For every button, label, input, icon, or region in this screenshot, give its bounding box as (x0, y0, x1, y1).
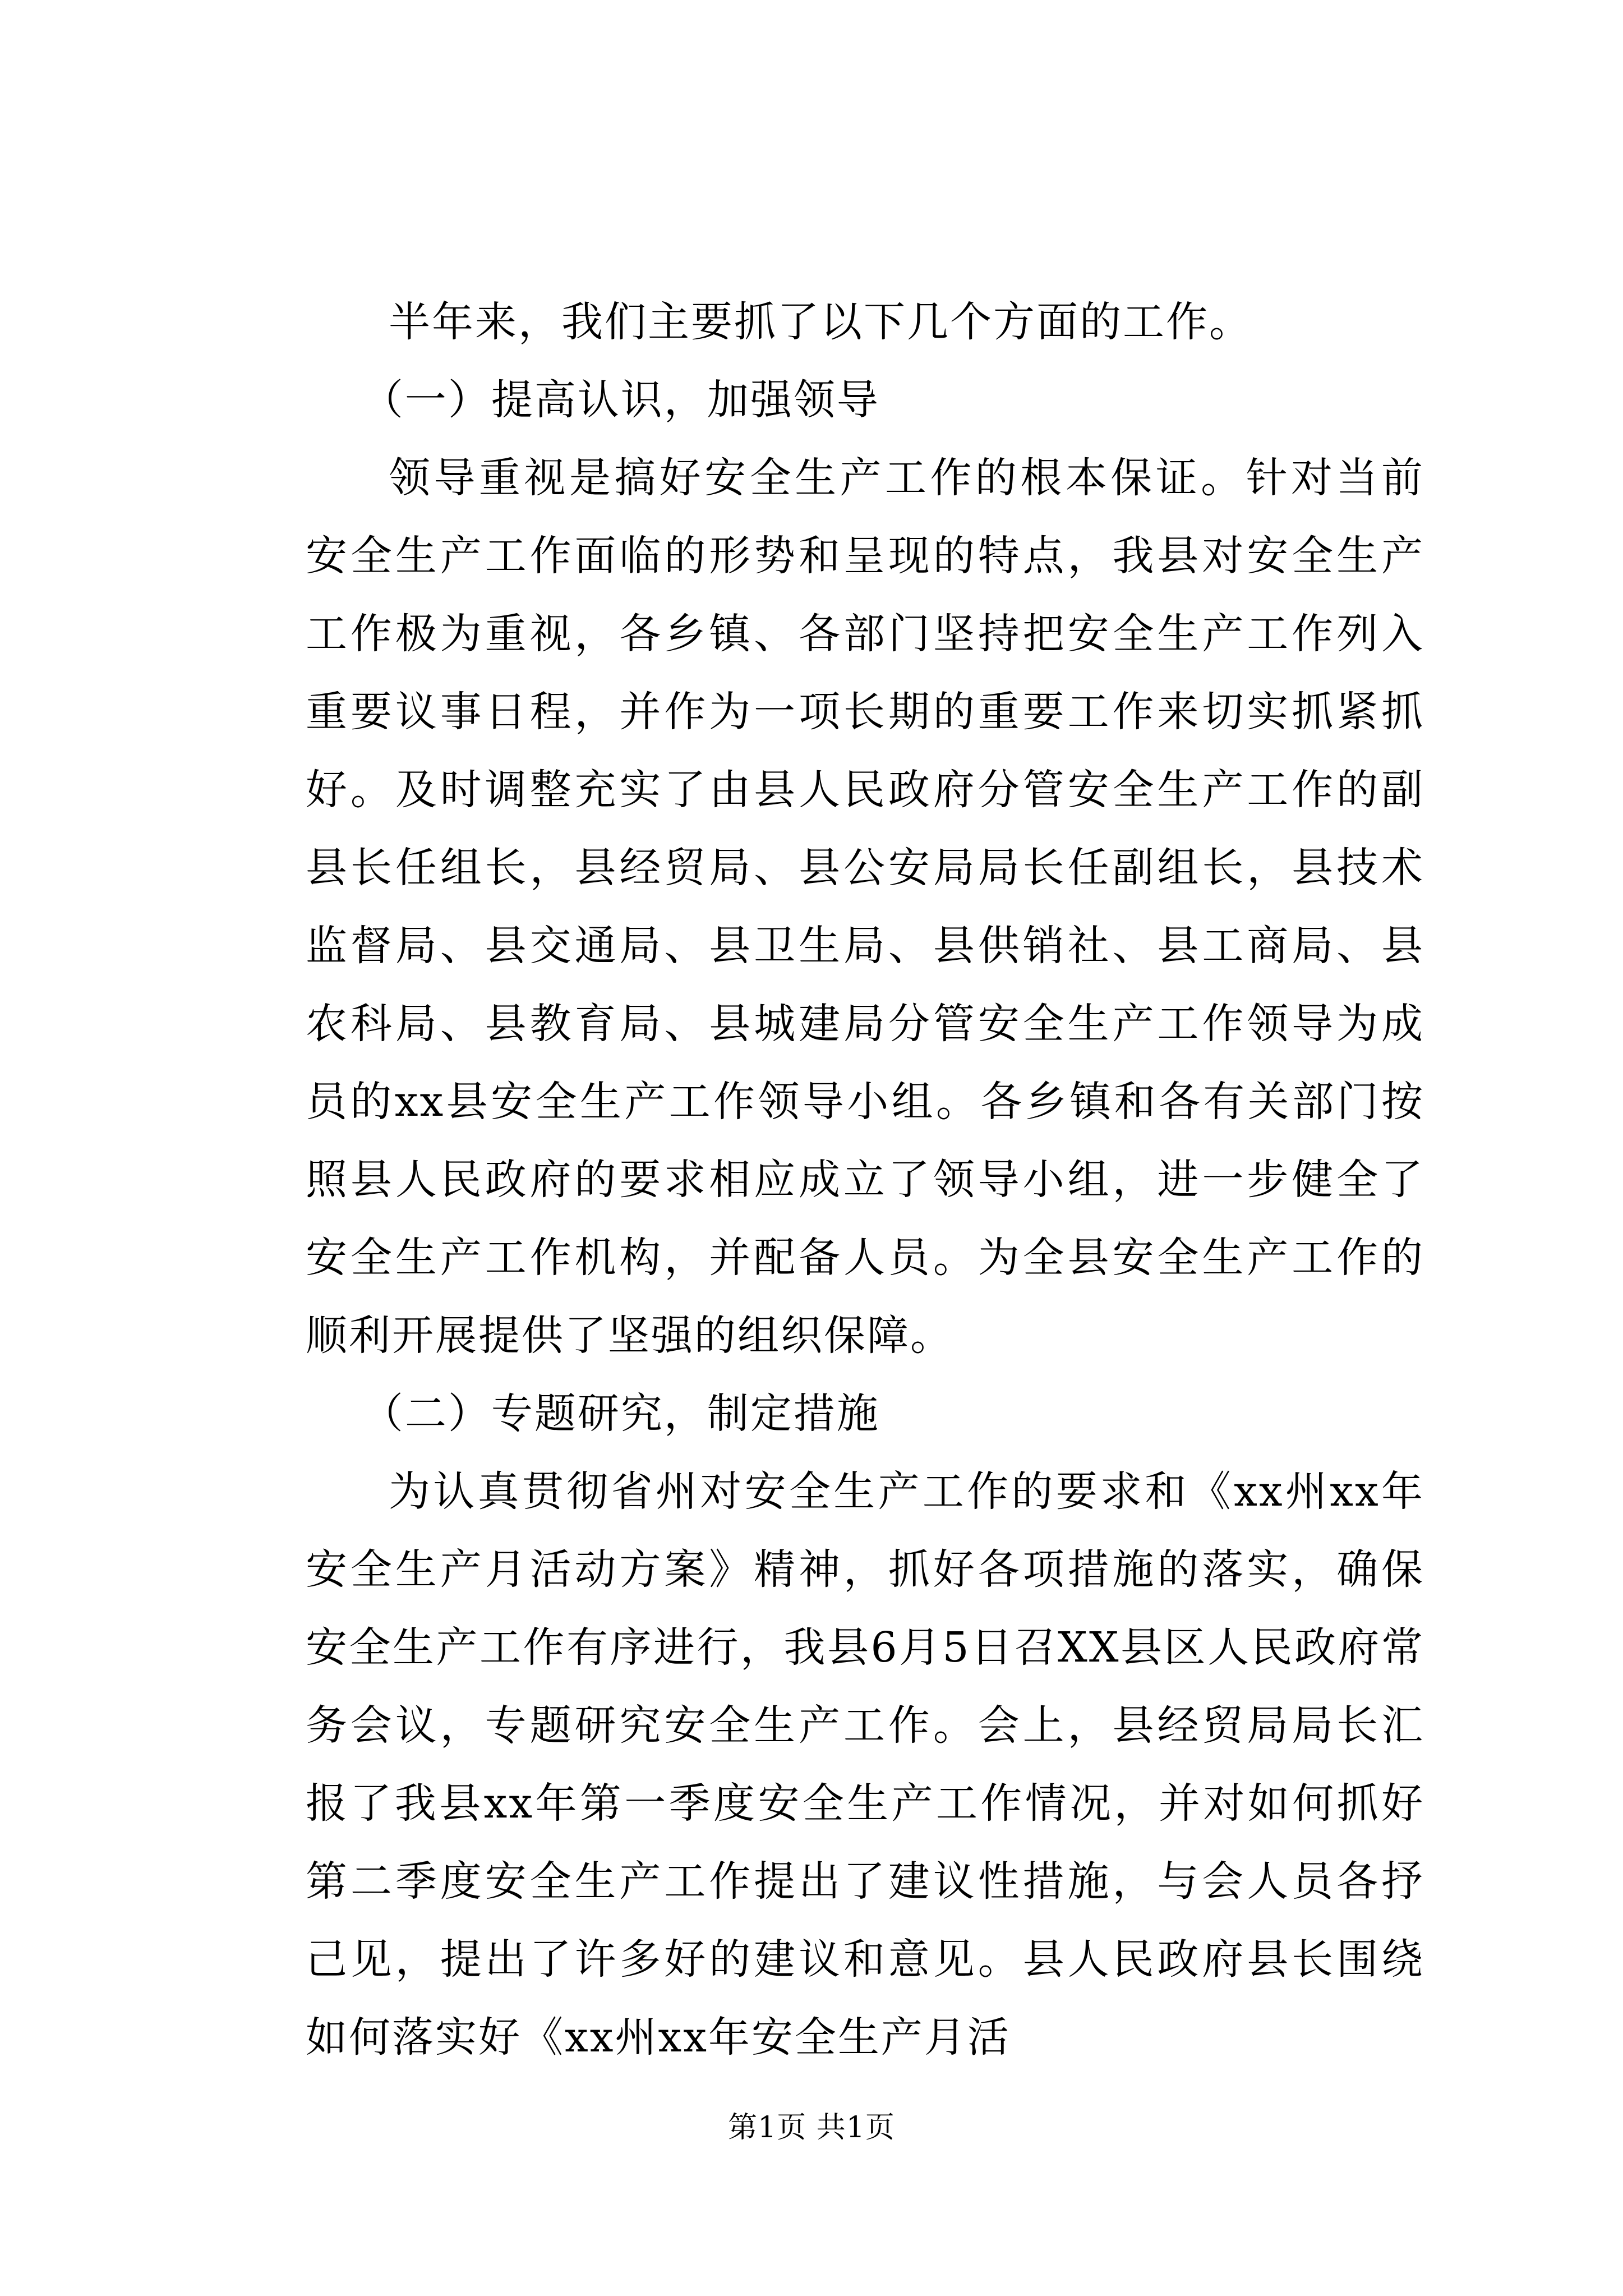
body-paragraph-1: 领导重视是搞好安全生产工作的根本保证。针对当前安全生产工作面临的形势和呈现的特点，我县对安全生产工作极为重视，各乡镇、各部门坚持把安全生产工作列入重要议事日程，并作为一项长期的重要工作来切实抓紧抓好。及时调整充实了由县人民政府分管安全生产工作的副县长任组长，县经贸局、县公安局局长任副组长，县技术监督局、县交通局、县卫生局、县供销社、县工商局、县农科局、县教育局、县城建局分管安全生产工作领导为成员的xx县安全生产工作领导小组。各乡镇和各有关部门按照县人民政府的要求相应成立了领导小组，进一步健全了安全生产工作机构，并配备人员。为全县安全生产工作的顺利开展提供了坚强的组织保障。 (306, 454, 1424, 1360)
body-paragraph-2: 为认真贯彻省州对安全生产工作的要求和《xx州xx年安全生产月活动方案》精神，抓好各项措施的落实，确保安全生产工作有序进行，我县6月5日召XX县区人民政府常务会议，专题研究安全生产工作。会上，县经贸局局长汇报了我县xx年第一季度安全生产工作情况，并对如何抓好第二季度安全生产工作提出了建议性措施，与会人员各抒己见，提出了许多好的建议和意见。县人民政府县长围绕如何落实好《xx州xx年安全生产月活 (306, 1467, 1424, 2062)
document-body (306, 283, 1424, 2077)
section-heading-1: （一）提高认识，加强领导 (361, 376, 880, 424)
page-footer: 第1页 共1页 (728, 2111, 895, 2145)
section-heading-2: （二）专题研究，制定措施 (361, 1389, 880, 1438)
intro-paragraph: 半年来，我们主要抓了以下几个方面的工作。 (389, 298, 1252, 346)
